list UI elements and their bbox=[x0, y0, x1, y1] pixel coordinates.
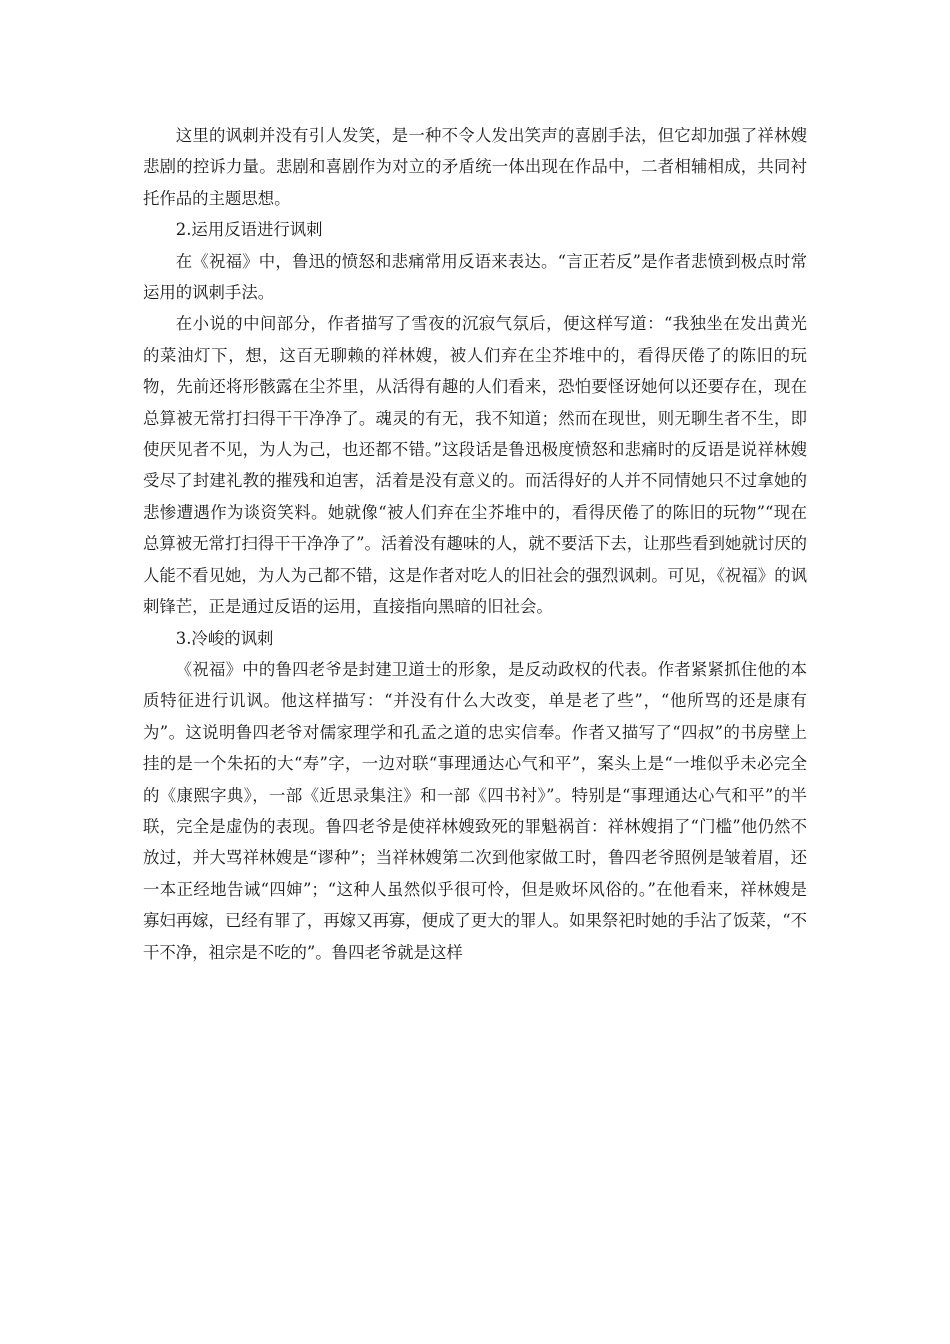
paragraph-irony-intro: 在《祝福》中，鲁迅的愤怒和悲痛常用反语来表达。“言正若反”是作者悲愤到极点时常运用的讽刺手法。 bbox=[143, 251, 807, 303]
paragraph-irony-example: 在小说的中间部分，作者描写了雪夜的沉寂气氛后，便这样写道：“我独坐在发出黄光的菜油灯下，想，这百无聊赖的祥林嫂，被人们弃在尘芥堆中的，看得厌倦了的陈旧的玩物，先前还将形骸露在尘芥里，从活得有趣的人们看来，恐怕要怪讶她何以还要存在，现在总算被无常打扫得干干净净了。魂灵的有无，我不知道；然而在现世，则无聊生者不生，即使厌见者不见，为人为己，也还都不错。”这段话是鲁迅极度愤怒和悲痛时的反语是说祥林嫂受尽了封建礼教的摧残和迫害，活着是没有意义的。而活得好的人并不同情她只不过拿她的悲惨遭遇作为谈资笑料。她就像“被人们弃在尘芥堆中的，看得厌倦了的陈旧的玩物”“现在总算被无常打扫得干干净净了”。活着没有趣味的人，就不要活下去，让那些看到她就讨厌的人能不看见她，为人为己都不错，这是作者对吃人的旧社会的强烈讽刺。可见，《祝福》的讽刺锋芒，正是通过反语的运用，直接指向黑暗的旧社会。 bbox=[143, 314, 808, 617]
section-heading-irony: 2.运用反语进行讽刺 bbox=[175, 220, 323, 240]
document-body bbox=[143, 120, 807, 968]
paragraph-lu-siye: 《祝福》中的鲁四老爷是封建卫道士的形象，是反动政权的代表。作者紧紧抓住他的本质特征进行讥讽。他这样描写：“并没有什么大改变，单是老了些”，“他所骂的还是康有为”。这说明鲁四老爷对儒家理学和孔孟之道的忠实信奉。作者又描写了“四叔”的书房壁上挂的是一个朱拓的大“寿”字，一边对联“事理通达心气和平”，案头上是“一堆似乎未必完全的《康熙字典》，一部《近思录集注》和一部《四书衬》”。特别是“事理通达心气和平”的半联，完全是虚伪的表现。鲁四老爷是使祥林嫂致死的罪魁祸首：祥林嫂捐了“门槛”他仍然不放过，并大骂祥林嫂是“谬种”；当祥林嫂第二次到他家做工时，鲁四老爷照例是皱着眉，还一本正经地告诫“四婶”；“这种人虽然似乎很可怜，但是败坏风俗的。”在他看来，祥林嫂是寡妇再嫁，已经有罪了，再嫁又再寡，便成了更大的罪人。如果祭祀时她的手沾了饭菜，“不干不净，祖宗是不吃的”。鲁四老爷就是这样 bbox=[143, 659, 808, 962]
paragraph-tragedy-comedy: 这里的讽刺并没有引人发笑，是一种不令人发出笑声的喜剧手法，但它却加强了祥林嫂悲剧的控诉力量。悲剧和喜剧作为对立的矛盾统一体出现在作品中，二者相辅相成，共同衬托作品的主题思想。 bbox=[143, 126, 807, 208]
section-heading-cold-satire: 3.冷峻的讽刺 bbox=[175, 628, 274, 648]
